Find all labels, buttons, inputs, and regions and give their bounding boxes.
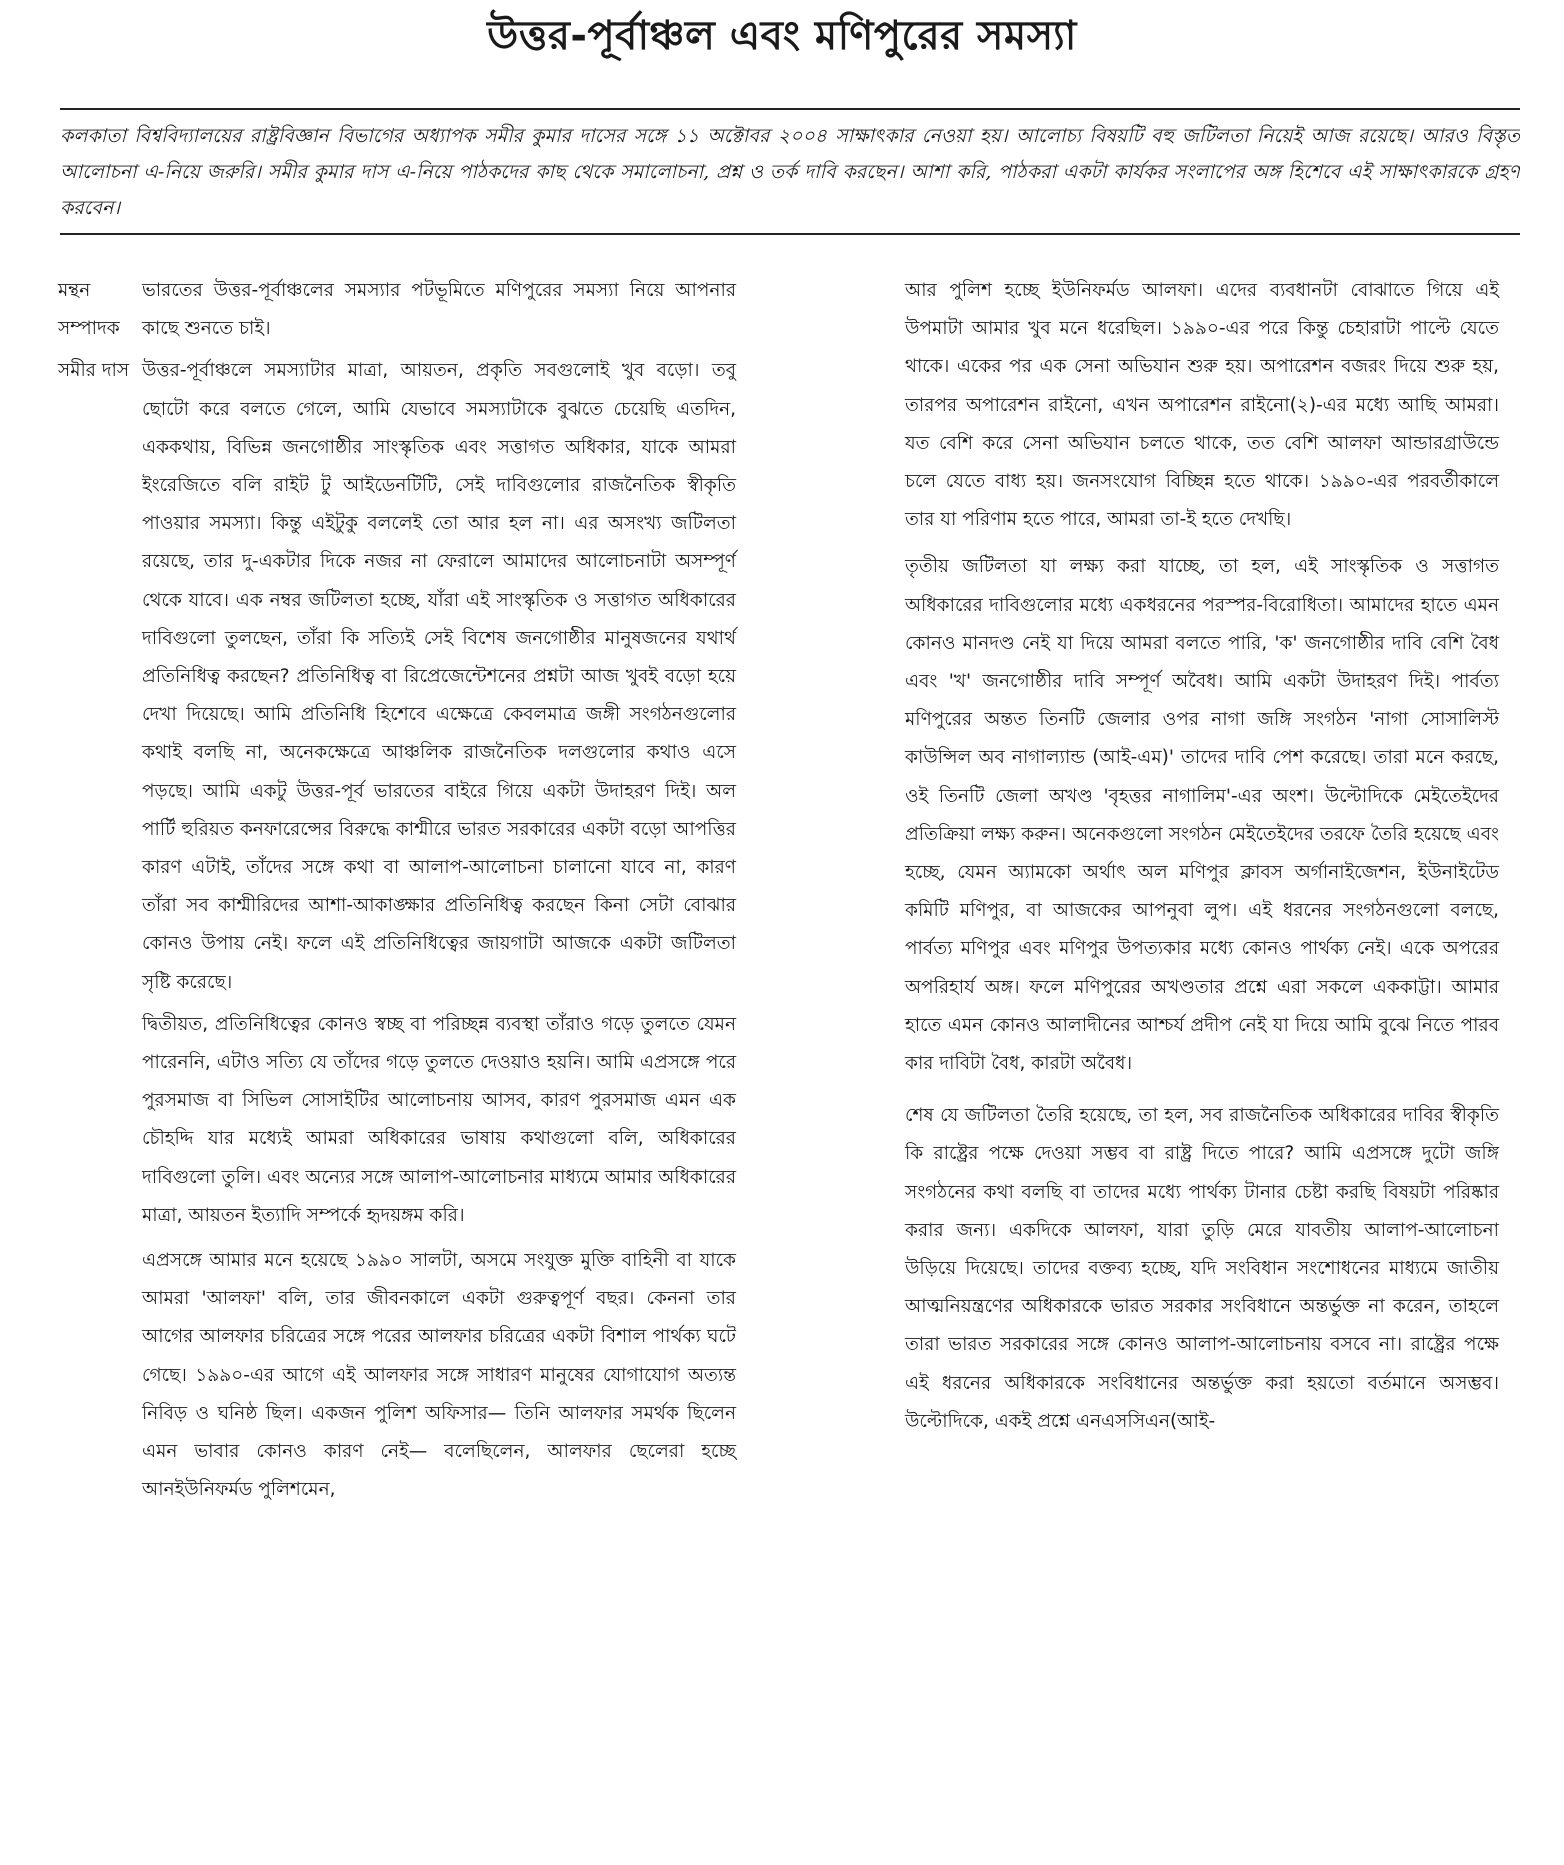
answer-paragraph-1: উত্তর-পূর্বাঞ্চলে সমস্যাটার মাত্রা, আয়তন, প্রকৃতি সবগুলোই খুব বড়ো। তবু ছোটো করে বলতে গেলে, আমি যেভাবে সমস্যাটাকে বুঝতে চেয়েছি এতদিন, এককথায়, বিভিন্ন জনগোষ্ঠীর সাংস্কৃতিক এবং সত্তাগত অধিকার, যাকে আমরা ইংরেজিতে বলি রাইট টু আইডেনটিটি, সেই দাবিগুলোর রাজনৈতিক স্বীকৃতি পাওয়ার সমস্যা। কিন্তু এইটুকু বললেই তো আর হল না। এর অসংখ্য জটিলতা রয়েছে, তার দু-একটার দিকে নজর না ফেরালে আমাদের আলোচনাটা অসম্পূর্ণ থেকে যাবে। এক নম্বর জটিলতা হচ্ছে, যাঁরা এই সাংস্কৃতিক ও সত্তাগত অধিকারের দাবিগুলো তুলছেন, তাঁরা কি সত্যিই সেই বিশেষ জনগোষ্ঠীর মানুষজনের যথার্থ প্রতিনিধিত্ব করছেন? প্রতিনিধিত্ব বা রিপ্রেজেন্টেশনের প্রশ্নটা আজ খুবই বড়ো হয়ে দেখা দিয়েছে। আমি প্রতিনিধি হিশেবে এক্ষেত্রে কেবলমাত্র জঙ্গী সংগঠনগুলোর কথাই বলছি না, অনেকক্ষেত্রে আঞ্চলিক রাজনৈতিক দলগুলোর কথাও এসে পড়ছে। আমি একটু উত্তর-পূর্ব ভারতের বাইরে গিয়ে একটা উদাহরণ দিই। অল পার্টি হুরিয়ত কনফারেন্সের বিরুদ্ধে কাশ্মীরে ভারত সরকারের একটা বড়ো আপত্তির কারণ এটাই, তাঁদের সঙ্গে কথা বা আলাপ-আলোচনা চালানো যাবে না, কারণ তাঁরা সব কাশ্মীরিদের আশা-আকাঙ্ক্ষার প্রতিনিধিত্ব করছেন কিনা সেটা বোঝার কোনও উপায় নেই। ফলে এই প্রতিনিধিত্বের জায়গাটা আজকে একটা জটিলতা সৃষ্টি করেছে। [142, 360, 736, 993]
bottom-rule [60, 233, 1520, 235]
editor-question: ভারতের উত্তর-পূর্বাঞ্চলের সমস্যার পটভূমিতে মণিপুরের সমস্যা নিয়ে আপনার কাছে শুনতে চাই। [142, 280, 736, 340]
speaker-label-samir: সমীর দাস [58, 360, 130, 382]
intro-paragraph: কলকাতা বিশ্ববিদ্যালয়ের রাষ্ট্রবিজ্ঞান বিভাগের অধ্যাপক সমীর কুমার দাসের সঙ্গে ১১ অক্টোবর ২০০৪ সাক্ষাৎকার নেওয়া হয়। আলোচ্য বিষয়টি বহু জটিলতা নিয়েই আজ রয়েছে। আরও বিস্তৃত আলোচনা এ-নিয়ে জরুরি। সমীর কুমার দাস এ-নিয়ে পাঠকদের কাছ থেকে সমালোচনা, প্রশ্ন ও তর্ক দাবি করছেন। আশা করি, পাঠকরা একটা কার্যকর সংলাপের অঙ্গ হিশেবে এই সাক্ষাৎকারকে গ্রহণ করবেন। [60, 125, 1520, 219]
right-paragraph-2: তৃতীয় জটিলতা যা লক্ষ্য করা যাচ্ছে, তা হল, এই সাংস্কৃতিক ও সত্তাগত অধিকারের দাবিগুলোর মধ্যে একধরনের পরস্পর-বিরোধিতা। আমাদের হাতে এমন কোনও মানদণ্ড নেই যা দিয়ে আমরা বলতে পারি, 'ক' জনগোষ্ঠীর দাবি বেশি বৈধ এবং 'খ' জনগোষ্ঠীর দাবি সম্পূর্ণ অবৈধ। আমি একটা উদাহরণ দিই। পার্বত্য মণিপুরের অন্তত তিনটি জেলার ওপর নাগা জঙ্গি সংগঠন 'নাগা সোসালিস্ট কাউন্সিল অব নাগাল্যান্ড (আই-এম)' তাদের দাবি পেশ করেছে। তারা মনে করছে, ওই তিনটি জেলা অখণ্ড 'বৃহত্তর নাগালিম'-এর অংশ। উল্টোদিকে মেইতেইদের প্রতিক্রিয়া লক্ষ্য করুন। অনেকগুলো সংগঠন মেইতেইদের তরফে তৈরি হয়েছে এবং হচ্ছে, যেমন অ্যামকো অর্থাৎ অল মণিপুর ক্লাবস অর্গানাইজেশন, ইউনাইটেড কমিটি মণিপুর, বা আজকের আপনুবা লুপ। এই ধরনের সংগঠনগুলো বলছে, পার্বত্য মণিপুর এবং মণিপুর উপত্যকার মধ্যে কোনও পার্থক্য নেই। একে অপরের অপরিহার্য অঙ্গ। ফলে মণিপুরের অখণ্ডতার প্রশ্নে এরা সকলে এককাট্টা। আমার হাতে এমন কোনও আলাদীনের আশ্চর্য প্রদীপ নেই যা দিয়ে আমি বুঝে নিতে পারব কার দাবিটা বৈধ, কারটা অবৈধ। [905, 556, 1499, 1075]
right-column [905, 272, 1499, 1857]
right-paragraph-1: আর পুলিশ হচ্ছে ইউনিফর্মড আলফা। এদের ব্যবধানটা বোঝাতে গিয়ে এই উপমাটা আমার খুব মনে ধরেছিল। ১৯৯০-এর পরে কিন্তু চেহারাটা পাল্টে যেতে থাকে। একের পর এক সেনা অভিযান শুরু হয়। অপারেশন বজরং দিয়ে শুরু হয়, তারপর অপারেশন রাইনো, এখন অপারেশন রাইনো(২)-এর মধ্যে আছি আমরা। যত বেশি করে সেনা অভিযান চলতে থাকে, তত বেশি আলফা আন্ডারগ্রাউন্ডে চলে যেতে বাধ্য হয়। জনসংযোগ বিচ্ছিন্ন হতে থাকে। ১৯৯০-এর পরবর্তীকালে তার যা পরিণাম হতে পারে, আমরা তা-ই হতে দেখছি। [905, 280, 1499, 531]
answer-paragraph-3: এপ্রসঙ্গে আমার মনে হয়েছে ১৯৯০ সালটা, অসমে সংযুক্ত মুক্তি বাহিনী বা যাকে আমরা 'আলফা' বলি, তার জীবনকালে একটা গুরুত্বপূর্ণ বছর। কেননা তার আগের আলফার চরিত্রের সঙ্গে পরের আলফার চরিত্রের একটা বিশাল পার্থক্য ঘটে গেছে। ১৯৯০-এর আগে এই আলফার সঙ্গে সাধারণ মানুষের যোগাযোগ অত্যন্ত নিবিড় ও ঘনিষ্ঠ ছিল। একজন পুলিশ অফিসার— তিনি আলফার সমর্থক ছিলেন এমন ভাবার কোনও কারণ নেই— বলেছিলেন, আলফার ছেলেরা হচ্ছে আনইউনিফর্মড পুলিশমেন, [142, 1250, 736, 1501]
answer-row [58, 352, 736, 1001]
editor-question-row [58, 272, 736, 348]
right-paragraph-3: শেষ যে জটিলতা তৈরি হয়েছে, তা হল, সব রাজনৈতিক অধিকারের দাবির স্বীকৃতি কি রাষ্ট্রের পক্ষে দেওয়া সম্ভব বা রাষ্ট্র দিতে পারে? আমি এপ্রসঙ্গে দুটো জঙ্গি সংগঠনের কথা বলছি বা তাদের মধ্যে পার্থক্য টানার চেষ্টা করছি বিষয়টা পরিষ্কার করার জন্য। একদিকে আলফা, যারা তুড়ি মেরে যাবতীয় আলাপ-আলোচনা উড়িয়ে দিয়েছে। তাদের বক্তব্য হচ্ছে, যদি সংবিধান সংশোধনের মাধ্যমে জাতীয় আত্মনিয়ন্ত্রণের অধিকারকে ভারত সরকার সংবিধানে অন্তর্ভুক্ত না করেন, তাহলে তারা ভারত সরকারের সঙ্গে কোনও আলাপ-আলোচনায় বসবে না। রাষ্ট্রের পক্ষে এই ধরনের অধিকারকে সংবিধানের অন্তর্ভুক্ত করা হয়তো বর্তমানে অসম্ভব। উল্টোদিকে, একই প্রশ্নে এনএসসিএন(আই- [905, 1105, 1499, 1432]
left-column [58, 272, 736, 1852]
answer-paragraph-2: দ্বিতীয়ত, প্রতিনিধিত্বের কোনও স্বচ্ছ বা পরিচ্ছন্ন ব্যবস্থা তাঁরাও গড়ে তুলতে যেমন পারেননি, এটাও সত্যি যে তাঁদের গড়ে তুলতে দেওয়াও হয়নি। আমি এপ্রসঙ্গে পরে পুরসমাজ বা সিভিল সোসাইটির আলোচনায় আসব, কারণ পুরসমাজ এমন এক চৌহদ্দি যার মধ্যেই আমরা অধিকারের ভাষায় কথাগুলো বলি, অধিকারের দাবিগুলো তুলি। এবং অন্যের সঙ্গে আলাপ-আলোচনার মাধ্যমে আমার অধিকারের মাত্রা, আয়তন ইত্যাদি সম্পর্কে হৃদয়ঙ্গম করি। [142, 1013, 736, 1226]
top-rule [60, 108, 1520, 110]
page-title: উত্তর-পূর্বাঞ্চল এবং মণিপুরের সমস্যা [487, 13, 1077, 59]
speaker-label-editor: মন্থন সম্পাদক [58, 280, 120, 340]
